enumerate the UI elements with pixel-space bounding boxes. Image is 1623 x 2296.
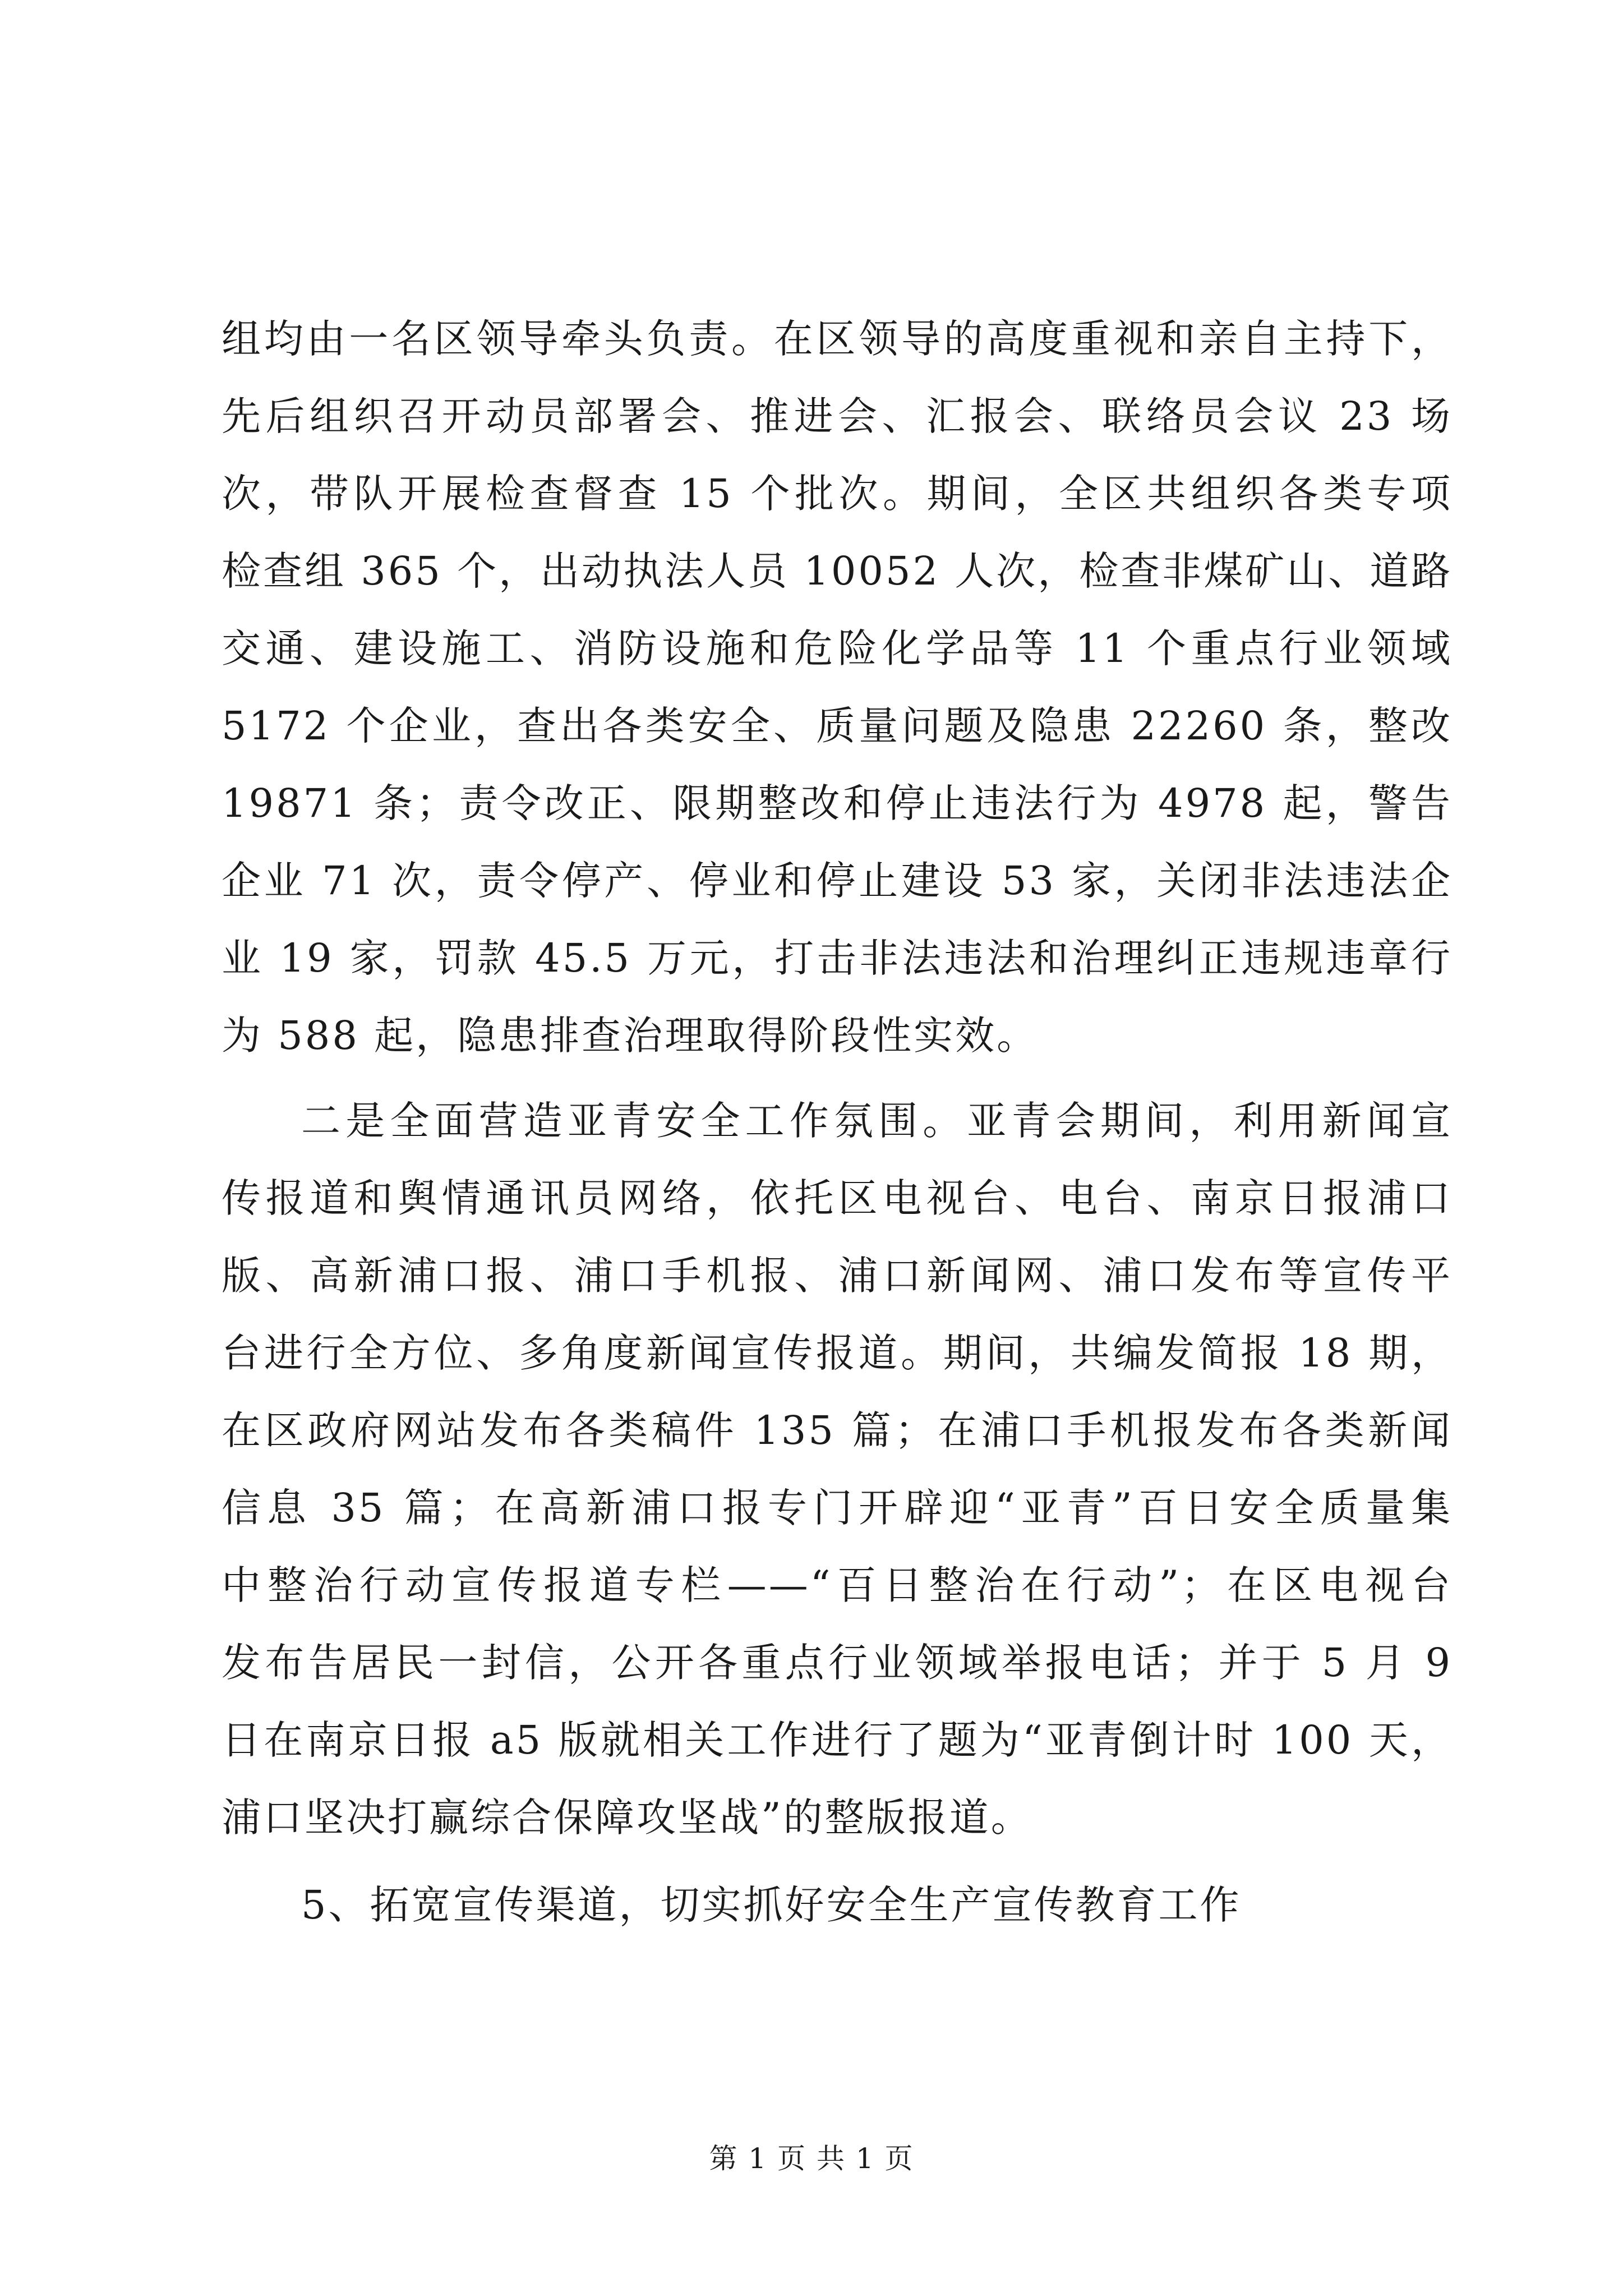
text-line: 浦口坚决打赢综合保障攻坚战”的整版报道。 [222, 1795, 1032, 1841]
text-line: 传报道和舆情通讯员网络，依托区电视台、电台、南京日报浦口 [222, 1175, 1453, 1221]
text-line: 交通、建设施工、消防设施和危险化学品等 11 个重点行业领域 [222, 625, 1453, 671]
paragraph-2 [222, 1082, 1453, 1856]
text-line: 19871 条；责令改正、限期整改和停止违法行为 4978 起，警告 [222, 780, 1453, 826]
text-line: 二是全面营造亚青安全工作氛围。亚青会期间，利用新闻宣 [301, 1098, 1453, 1144]
document-body [222, 300, 1453, 1944]
text-line: 版、高新浦口报、浦口手机报、浦口新闻网、浦口发布等宣传平 [222, 1253, 1453, 1299]
text-line: 为 588 起，隐患排查治理取得阶段性实效。 [222, 1013, 1039, 1059]
text-line: 业 19 家，罚款 45.5 万元，打击非法违法和治理纠正违规违章行 [222, 935, 1453, 981]
text-line: 发布告居民一封信，公开各重点行业领域举报电话；并于 5 月 9 [222, 1640, 1453, 1686]
text-line: 在区政府网站发布各类稿件 135 篇；在浦口手机报发布各类新闻 [222, 1407, 1453, 1453]
page-number-footer: 第 1 页 共 1 页 [709, 2142, 914, 2175]
text-line: 次，带队开展检查督查 15 个批次。期间，全区共组织各类专项 [222, 471, 1453, 517]
section-heading: 5、拓宽宣传渠道，切实抓好安全生产宣传教育工作 [301, 1882, 1242, 1928]
text-line: 组均由一名区领导牵头负责。在区领导的高度重视和亲自主持下， [222, 316, 1453, 362]
text-line: 检查组 365 个，出动执法人员 10052 人次，检查非煤矿山、道路 [222, 548, 1453, 594]
text-line: 信息 35 篇；在高新浦口报专门开辟迎“亚青”百日安全质量集 [222, 1485, 1453, 1531]
text-line: 日在南京日报 a5 版就相关工作进行了题为“亚青倒计时 100 天， [222, 1717, 1453, 1763]
text-line: 5172 个企业，查出各类安全、质量问题及隐患 22260 条，整改 [222, 703, 1453, 749]
text-line: 企业 71 次，责令停产、停业和停止建设 53 家，关闭非法违法企 [222, 858, 1453, 904]
text-line: 中整治行动宣传报道专栏——“百日整治在行动”；在区电视台 [222, 1562, 1453, 1608]
text-line: 台进行全方位、多角度新闻宣传报道。期间，共编发简报 18 期， [222, 1330, 1453, 1376]
paragraph-1 [222, 300, 1453, 1074]
text-line: 先后组织召开动员部署会、推进会、汇报会、联络员会议 23 场 [222, 393, 1453, 439]
